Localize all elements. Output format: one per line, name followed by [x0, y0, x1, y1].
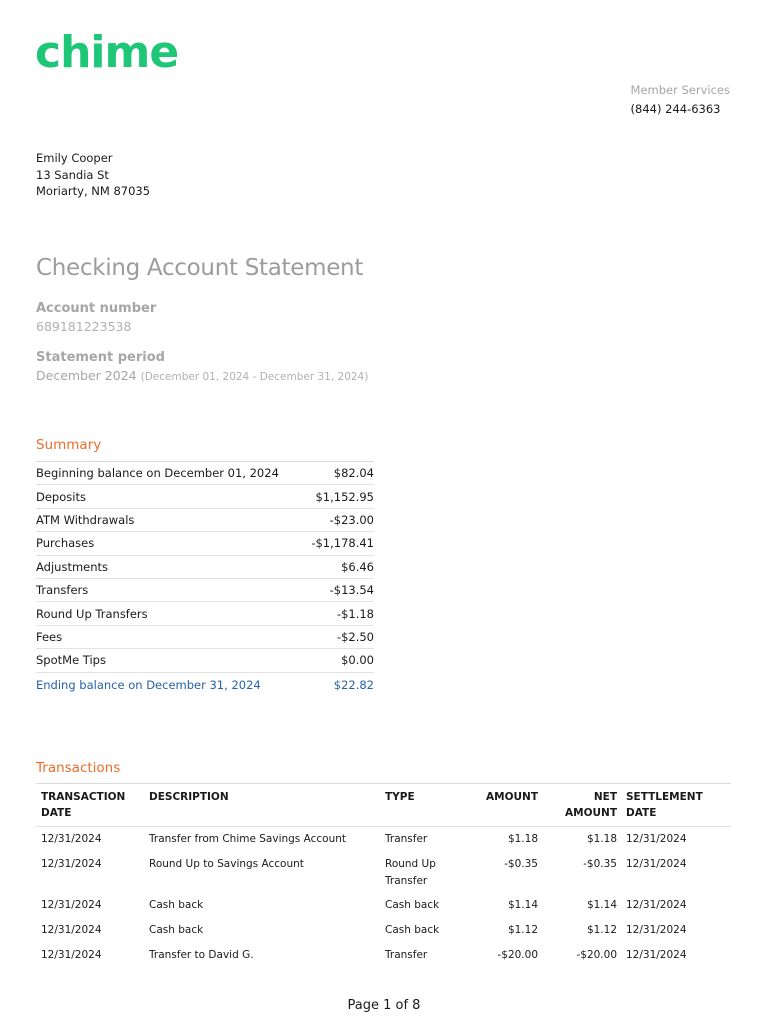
ending-balance-label: Ending balance on December 31, 2024 [36, 678, 261, 693]
summary-table [36, 461, 374, 698]
tx-type: Transfer [385, 949, 428, 961]
col-net-amount: NET AMOUNT [565, 791, 617, 819]
tx-net-amount: -$20.00 [576, 949, 617, 961]
summary-row [36, 649, 374, 672]
transactions-table [36, 783, 731, 968]
summary-row-value: -$13.54 [329, 583, 374, 598]
tx-net-amount: $1.14 [586, 899, 617, 911]
tx-settlement-date: 12/31/2024 [626, 833, 687, 845]
summary-row [36, 532, 374, 555]
tx-type: Cash back [385, 899, 440, 911]
page-number: Page 1 of 8 [347, 998, 421, 1013]
tx-description: Cash back [149, 899, 204, 911]
tx-date: 12/31/2024 [41, 858, 102, 870]
tx-net-amount: -$0.35 [583, 858, 617, 870]
tx-type: Cash back [385, 924, 440, 936]
member-services-phone: (844) 244-6363 [630, 102, 721, 116]
tx-description: Round Up to Savings Account [149, 858, 304, 870]
col-transaction-date: TRANSACTION DATE [41, 791, 126, 819]
table-row [36, 918, 731, 943]
tx-amount: -$20.00 [497, 949, 538, 961]
summary-row-label: Deposits [36, 489, 86, 504]
summary-row-label: ATM Withdrawals [36, 512, 135, 527]
summary-row-label: Adjustments [36, 559, 109, 574]
summary-row-label: Transfers [36, 583, 89, 598]
tx-net-amount: $1.12 [586, 924, 617, 936]
col-description: DESCRIPTION [149, 791, 229, 803]
tx-settlement-date: 12/31/2024 [626, 924, 687, 936]
transactions-heading: Transactions [36, 760, 121, 776]
statement-period-range: (December 01, 2024 - December 31, 2024) [140, 371, 369, 383]
col-amount: AMOUNT [486, 791, 538, 803]
summary-row-label: Round Up Transfers [36, 606, 148, 621]
table-row [36, 943, 731, 968]
chime-logo: chime [35, 27, 179, 78]
tx-net-amount: $1.18 [586, 833, 617, 845]
tx-date: 12/31/2024 [41, 949, 102, 961]
tx-settlement-date: 12/31/2024 [626, 949, 687, 961]
address-street: 13 Sandia St [36, 167, 109, 182]
tx-description: Cash back [149, 924, 204, 936]
summary-row-label: SpotMe Tips [36, 653, 106, 668]
tx-type: Transfer [385, 833, 428, 845]
statement-period-month: December 2024 [36, 368, 137, 383]
table-row [36, 852, 731, 893]
tx-settlement-date: 12/31/2024 [626, 899, 687, 911]
member-services [631, 82, 730, 118]
summary-row-value: -$1.18 [336, 606, 374, 621]
summary-heading: Summary [36, 437, 102, 453]
summary-row [36, 556, 374, 579]
tx-description: Transfer to David G. [149, 949, 254, 961]
transactions-header-row [36, 784, 731, 827]
account-number-value: 689181223538 [36, 319, 132, 334]
tx-date: 12/31/2024 [41, 899, 102, 911]
summary-row-value: -$2.50 [336, 629, 374, 644]
statement-period-value [36, 367, 368, 386]
member-services-label: Member Services [630, 83, 730, 97]
table-row [36, 827, 731, 852]
summary-row-value: $0.00 [341, 653, 374, 668]
account-number-label: Account number [36, 301, 157, 316]
ending-balance-value: $22.82 [333, 678, 374, 693]
tx-amount: -$0.35 [504, 858, 538, 870]
summary-row-value: -$23.00 [329, 512, 374, 527]
col-settlement-date: SETTLEMENT DATE [626, 791, 703, 819]
tx-settlement-date: 12/31/2024 [626, 858, 687, 870]
statement-title: Checking Account Statement [36, 255, 364, 281]
summary-ending-balance [36, 673, 374, 698]
tx-amount: $1.12 [507, 924, 538, 936]
tx-description: Transfer from Chime Savings Account [149, 833, 347, 845]
summary-row [36, 509, 374, 532]
tx-date: 12/31/2024 [41, 924, 102, 936]
summary-row-label: Beginning balance on December 01, 2024 [36, 466, 279, 481]
tx-date: 12/31/2024 [41, 833, 102, 845]
table-row [36, 893, 731, 918]
summary-row [36, 579, 374, 602]
summary-row-value: $82.04 [333, 466, 374, 481]
mailing-address [36, 150, 150, 200]
summary-row [36, 602, 374, 625]
address-city: Moriarty, NM 87035 [36, 184, 151, 198]
tx-amount: $1.14 [507, 899, 538, 911]
summary-row-label: Fees [36, 629, 63, 644]
summary-row-value: $1,152.95 [315, 489, 374, 504]
summary-row-label: Purchases [36, 536, 95, 551]
summary-row [36, 462, 374, 485]
col-type: TYPE [385, 791, 415, 803]
transactions-body [36, 827, 731, 968]
tx-amount: $1.18 [507, 833, 538, 845]
tx-type: Round Up Transfer [385, 858, 436, 887]
summary-row-value: $6.46 [341, 559, 374, 574]
statement-period-label: Statement period [36, 350, 165, 365]
address-name: Emily Cooper [36, 151, 113, 165]
summary-row [36, 485, 374, 508]
summary-row-value: -$1,178.41 [311, 536, 374, 551]
summary-row [36, 626, 374, 649]
